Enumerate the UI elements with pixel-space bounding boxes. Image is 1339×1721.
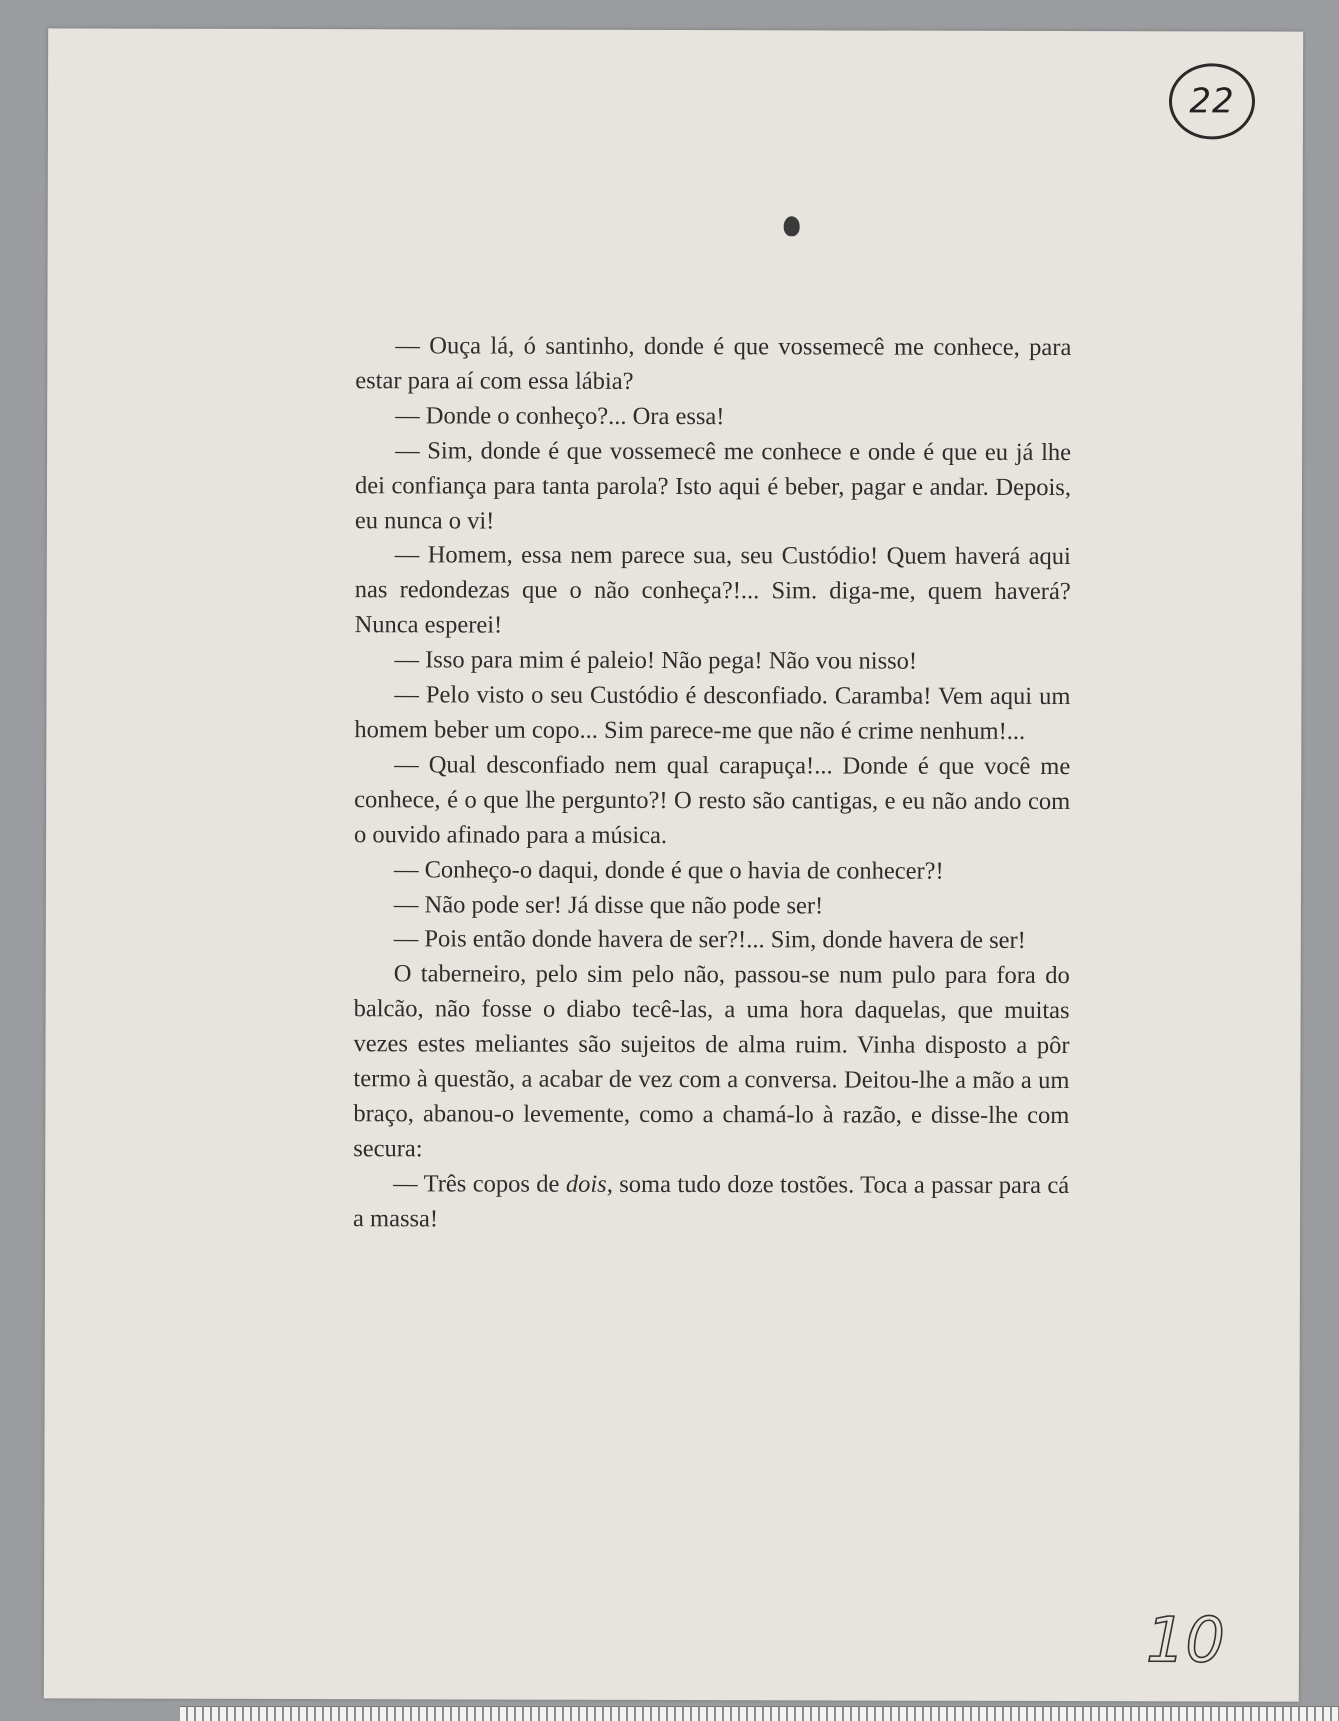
folio-number bbox=[1169, 63, 1255, 139]
paragraph: — Isso para mim é paleio! Não pega! Não vou nisso! bbox=[394, 646, 918, 675]
body-text bbox=[353, 329, 1071, 1238]
paragraph: — Pelo visto o seu Custódio é desconfiado. Caramba! Vem aqui um homem beber um copo... Sim parece-me que não é crime nenhum!... bbox=[354, 681, 1071, 745]
paragraph: — Homem, essa nem parece sua, seu Custódio! Quem haverá aqui nas redondezas que o não conheça?!... Sim. diga-me, quem haverá? Nunca esperei! bbox=[354, 541, 1071, 639]
document-page bbox=[44, 28, 1303, 1701]
final-text-italic: dois bbox=[565, 1170, 607, 1198]
final-paragraph bbox=[353, 1167, 1069, 1239]
handwritten-page-number-svg bbox=[1134, 1591, 1254, 1681]
paragraph: — Pois então donde havera de ser?!... Sim, donde havera de ser! bbox=[393, 925, 1026, 955]
folio-number-text: 22 bbox=[1189, 81, 1235, 122]
page-number-text: 10 bbox=[1145, 1603, 1225, 1677]
final-text-end: , soma tudo doze tostões. Toca a passar para cá a massa! bbox=[353, 1170, 1070, 1233]
paragraph: — Qual desconfiado nem qual carapuça!... Donde é que você me conhece, é o que lhe pergunto?! O resto são cantigas, e eu não ando com o ouvido afinado para a música. bbox=[354, 751, 1071, 849]
paragraph: — Ouça lá, ó santinho, donde é que vossemecê me conhece, para estar para aí com essa lábia? bbox=[355, 332, 1072, 395]
paragraph: — Sim, donde é que vossemecê me conhece e onde é que eu já lhe dei confiança para tanta parola? Isto aqui é beber, pagar e andar. Depois, eu nunca o vi! bbox=[354, 436, 1072, 535]
final-text-start: — Três copos de bbox=[393, 1170, 566, 1198]
scale-ruler bbox=[180, 1706, 1339, 1721]
paragraph: — Conheço-o daqui, donde é que o havia de conhecer?! bbox=[393, 855, 944, 885]
paragraph: — Donde o conheço?... Ora essa! bbox=[395, 402, 725, 430]
punch-hole bbox=[784, 216, 800, 236]
paragraph: — Não pode ser! Já disse que não pode ser! bbox=[393, 890, 824, 919]
handwritten-page-number bbox=[1134, 1591, 1254, 1681]
paragraph: O taberneiro, pelo sim pelo não, passou-se num pulo para fora do balcão, não fosse o diabo tecê-las, a uma hora daquelas, que muitas vezes estes meliantes são sujeitos de alma ruim. Vinha disposto a pôr termo à questão, a acabar de vez com a conversa. Deitou-lhe a mão a um braço, abanou-o levemente, como a chamá-lo à razão, e disse-lhe com secura: bbox=[353, 960, 1070, 1163]
